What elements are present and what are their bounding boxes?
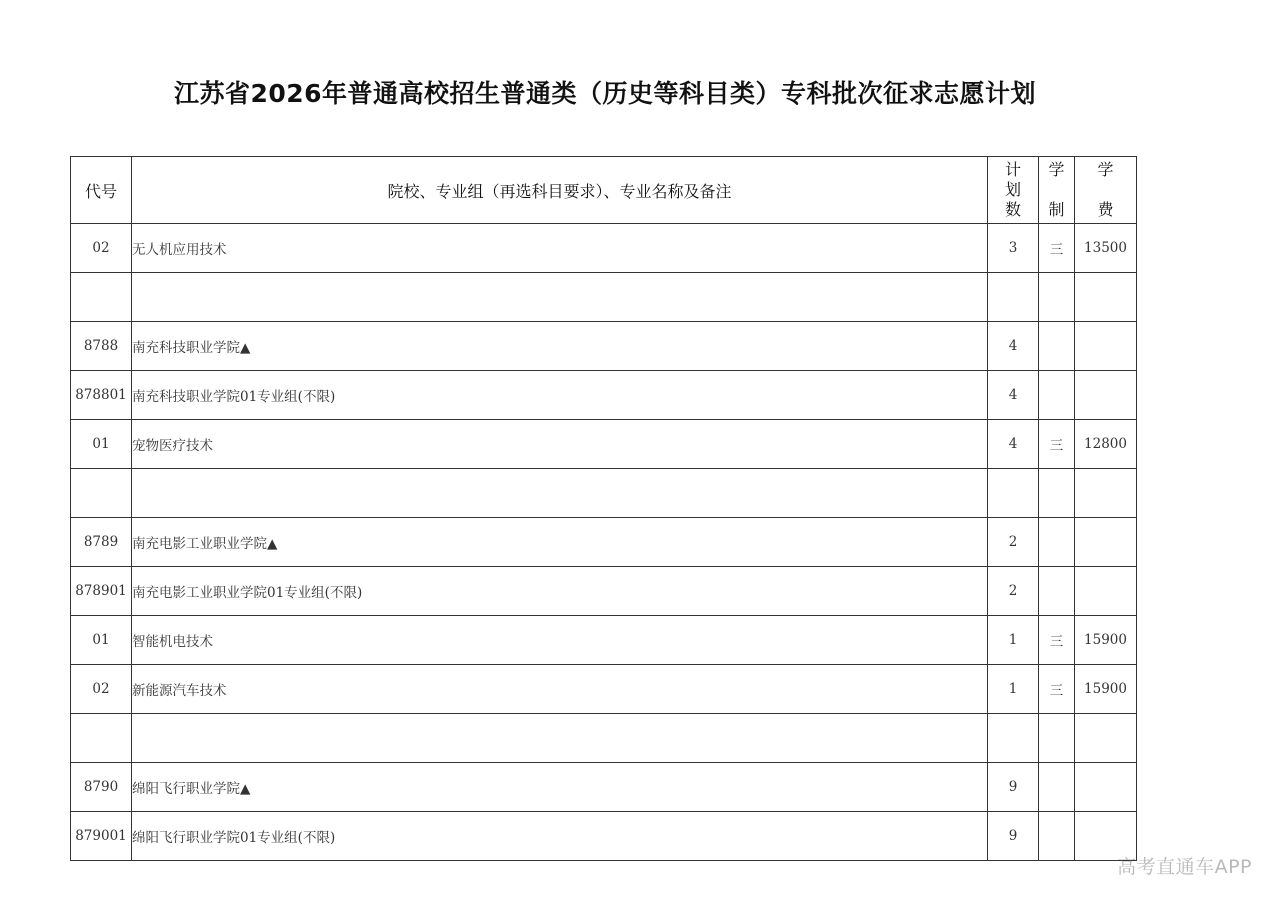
cell-duration: 三 xyxy=(1039,420,1075,469)
watermark: 高考直通车APP xyxy=(1117,856,1252,878)
cell-fee xyxy=(1075,273,1137,322)
cell-plan xyxy=(988,469,1039,518)
cell-fee xyxy=(1075,763,1137,812)
cell-plan: 4 xyxy=(988,420,1039,469)
header-duration-char: 学 xyxy=(1048,160,1065,179)
cell-plan: 9 xyxy=(988,763,1039,812)
table-row xyxy=(71,616,1137,665)
table-row xyxy=(71,665,1137,714)
cell-code: 8789 xyxy=(71,518,132,567)
header-duration-char: 制 xyxy=(1048,200,1065,219)
cell-code: 01 xyxy=(71,616,132,665)
plan-table xyxy=(70,156,1137,861)
cell-code xyxy=(71,714,132,763)
table-header-row xyxy=(71,157,1137,224)
table-row xyxy=(71,224,1137,273)
cell-code: 8788 xyxy=(71,322,132,371)
header-plan-char: 数 xyxy=(1004,200,1021,219)
cell-name: 智能机电技术 xyxy=(132,616,988,665)
cell-plan: 3 xyxy=(988,224,1039,273)
cell-duration xyxy=(1039,567,1075,616)
cell-fee: 15900 xyxy=(1075,665,1137,714)
cell-code: 02 xyxy=(71,224,132,273)
header-plan-char: 划 xyxy=(1004,180,1021,199)
header-plan-char: 计 xyxy=(1004,160,1021,179)
cell-name: 无人机应用技术 xyxy=(132,224,988,273)
cell-name: 南充科技职业学院▲ xyxy=(132,322,988,371)
cell-fee xyxy=(1075,567,1137,616)
cell-name: 绵阳飞行职业学院01专业组(不限) xyxy=(132,812,988,861)
table-row xyxy=(71,567,1137,616)
cell-duration xyxy=(1039,714,1075,763)
cell-plan: 1 xyxy=(988,616,1039,665)
cell-duration xyxy=(1039,469,1075,518)
cell-duration xyxy=(1039,322,1075,371)
cell-fee xyxy=(1075,714,1137,763)
cell-fee xyxy=(1075,371,1137,420)
cell-plan: 4 xyxy=(988,371,1039,420)
cell-fee: 15900 xyxy=(1075,616,1137,665)
cell-code: 879001 xyxy=(71,812,132,861)
cell-plan: 2 xyxy=(988,567,1039,616)
cell-duration xyxy=(1039,518,1075,567)
cell-name xyxy=(132,469,988,518)
cell-plan: 4 xyxy=(988,322,1039,371)
cell-duration: 三 xyxy=(1039,616,1075,665)
header-duration xyxy=(1039,157,1075,224)
cell-plan xyxy=(988,273,1039,322)
header-code: 代号 xyxy=(71,157,132,224)
header-plan-count xyxy=(988,157,1039,224)
cell-name: 宠物医疗技术 xyxy=(132,420,988,469)
cell-code: 01 xyxy=(71,420,132,469)
header-name: 院校、专业组（再选科目要求）、专业名称及备注 xyxy=(132,157,988,224)
cell-code xyxy=(71,469,132,518)
cell-code: 878901 xyxy=(71,567,132,616)
table-row xyxy=(71,273,1137,322)
cell-plan: 2 xyxy=(988,518,1039,567)
cell-duration xyxy=(1039,371,1075,420)
cell-duration xyxy=(1039,763,1075,812)
table-row xyxy=(71,714,1137,763)
table-row xyxy=(71,812,1137,861)
page-title: 江苏省2026年普通高校招生普通类（历史等科目类）专科批次征求志愿计划 xyxy=(173,79,1037,108)
cell-duration xyxy=(1039,812,1075,861)
cell-fee: 12800 xyxy=(1075,420,1137,469)
cell-name: 南充电影工业职业学院▲ xyxy=(132,518,988,567)
cell-name: 新能源汽车技术 xyxy=(132,665,988,714)
table-row xyxy=(71,763,1137,812)
table-row xyxy=(71,322,1137,371)
cell-duration xyxy=(1039,273,1075,322)
cell-code: 02 xyxy=(71,665,132,714)
cell-duration: 三 xyxy=(1039,665,1075,714)
cell-name: 南充科技职业学院01专业组(不限) xyxy=(132,371,988,420)
cell-fee xyxy=(1075,518,1137,567)
cell-plan: 1 xyxy=(988,665,1039,714)
cell-plan: 9 xyxy=(988,812,1039,861)
cell-fee xyxy=(1075,322,1137,371)
cell-code xyxy=(71,273,132,322)
table-row xyxy=(71,371,1137,420)
cell-code: 878801 xyxy=(71,371,132,420)
table-row xyxy=(71,469,1137,518)
cell-fee: 13500 xyxy=(1075,224,1137,273)
cell-name xyxy=(132,273,988,322)
cell-name xyxy=(132,714,988,763)
cell-name: 南充电影工业职业学院01专业组(不限) xyxy=(132,567,988,616)
cell-code: 8790 xyxy=(71,763,132,812)
header-fee xyxy=(1075,157,1137,224)
cell-duration: 三 xyxy=(1039,224,1075,273)
cell-name: 绵阳飞行职业学院▲ xyxy=(132,763,988,812)
cell-plan xyxy=(988,714,1039,763)
header-fee-char: 费 xyxy=(1097,200,1114,219)
cell-fee xyxy=(1075,469,1137,518)
table-row xyxy=(71,420,1137,469)
table-row xyxy=(71,518,1137,567)
header-fee-char: 学 xyxy=(1097,160,1114,179)
